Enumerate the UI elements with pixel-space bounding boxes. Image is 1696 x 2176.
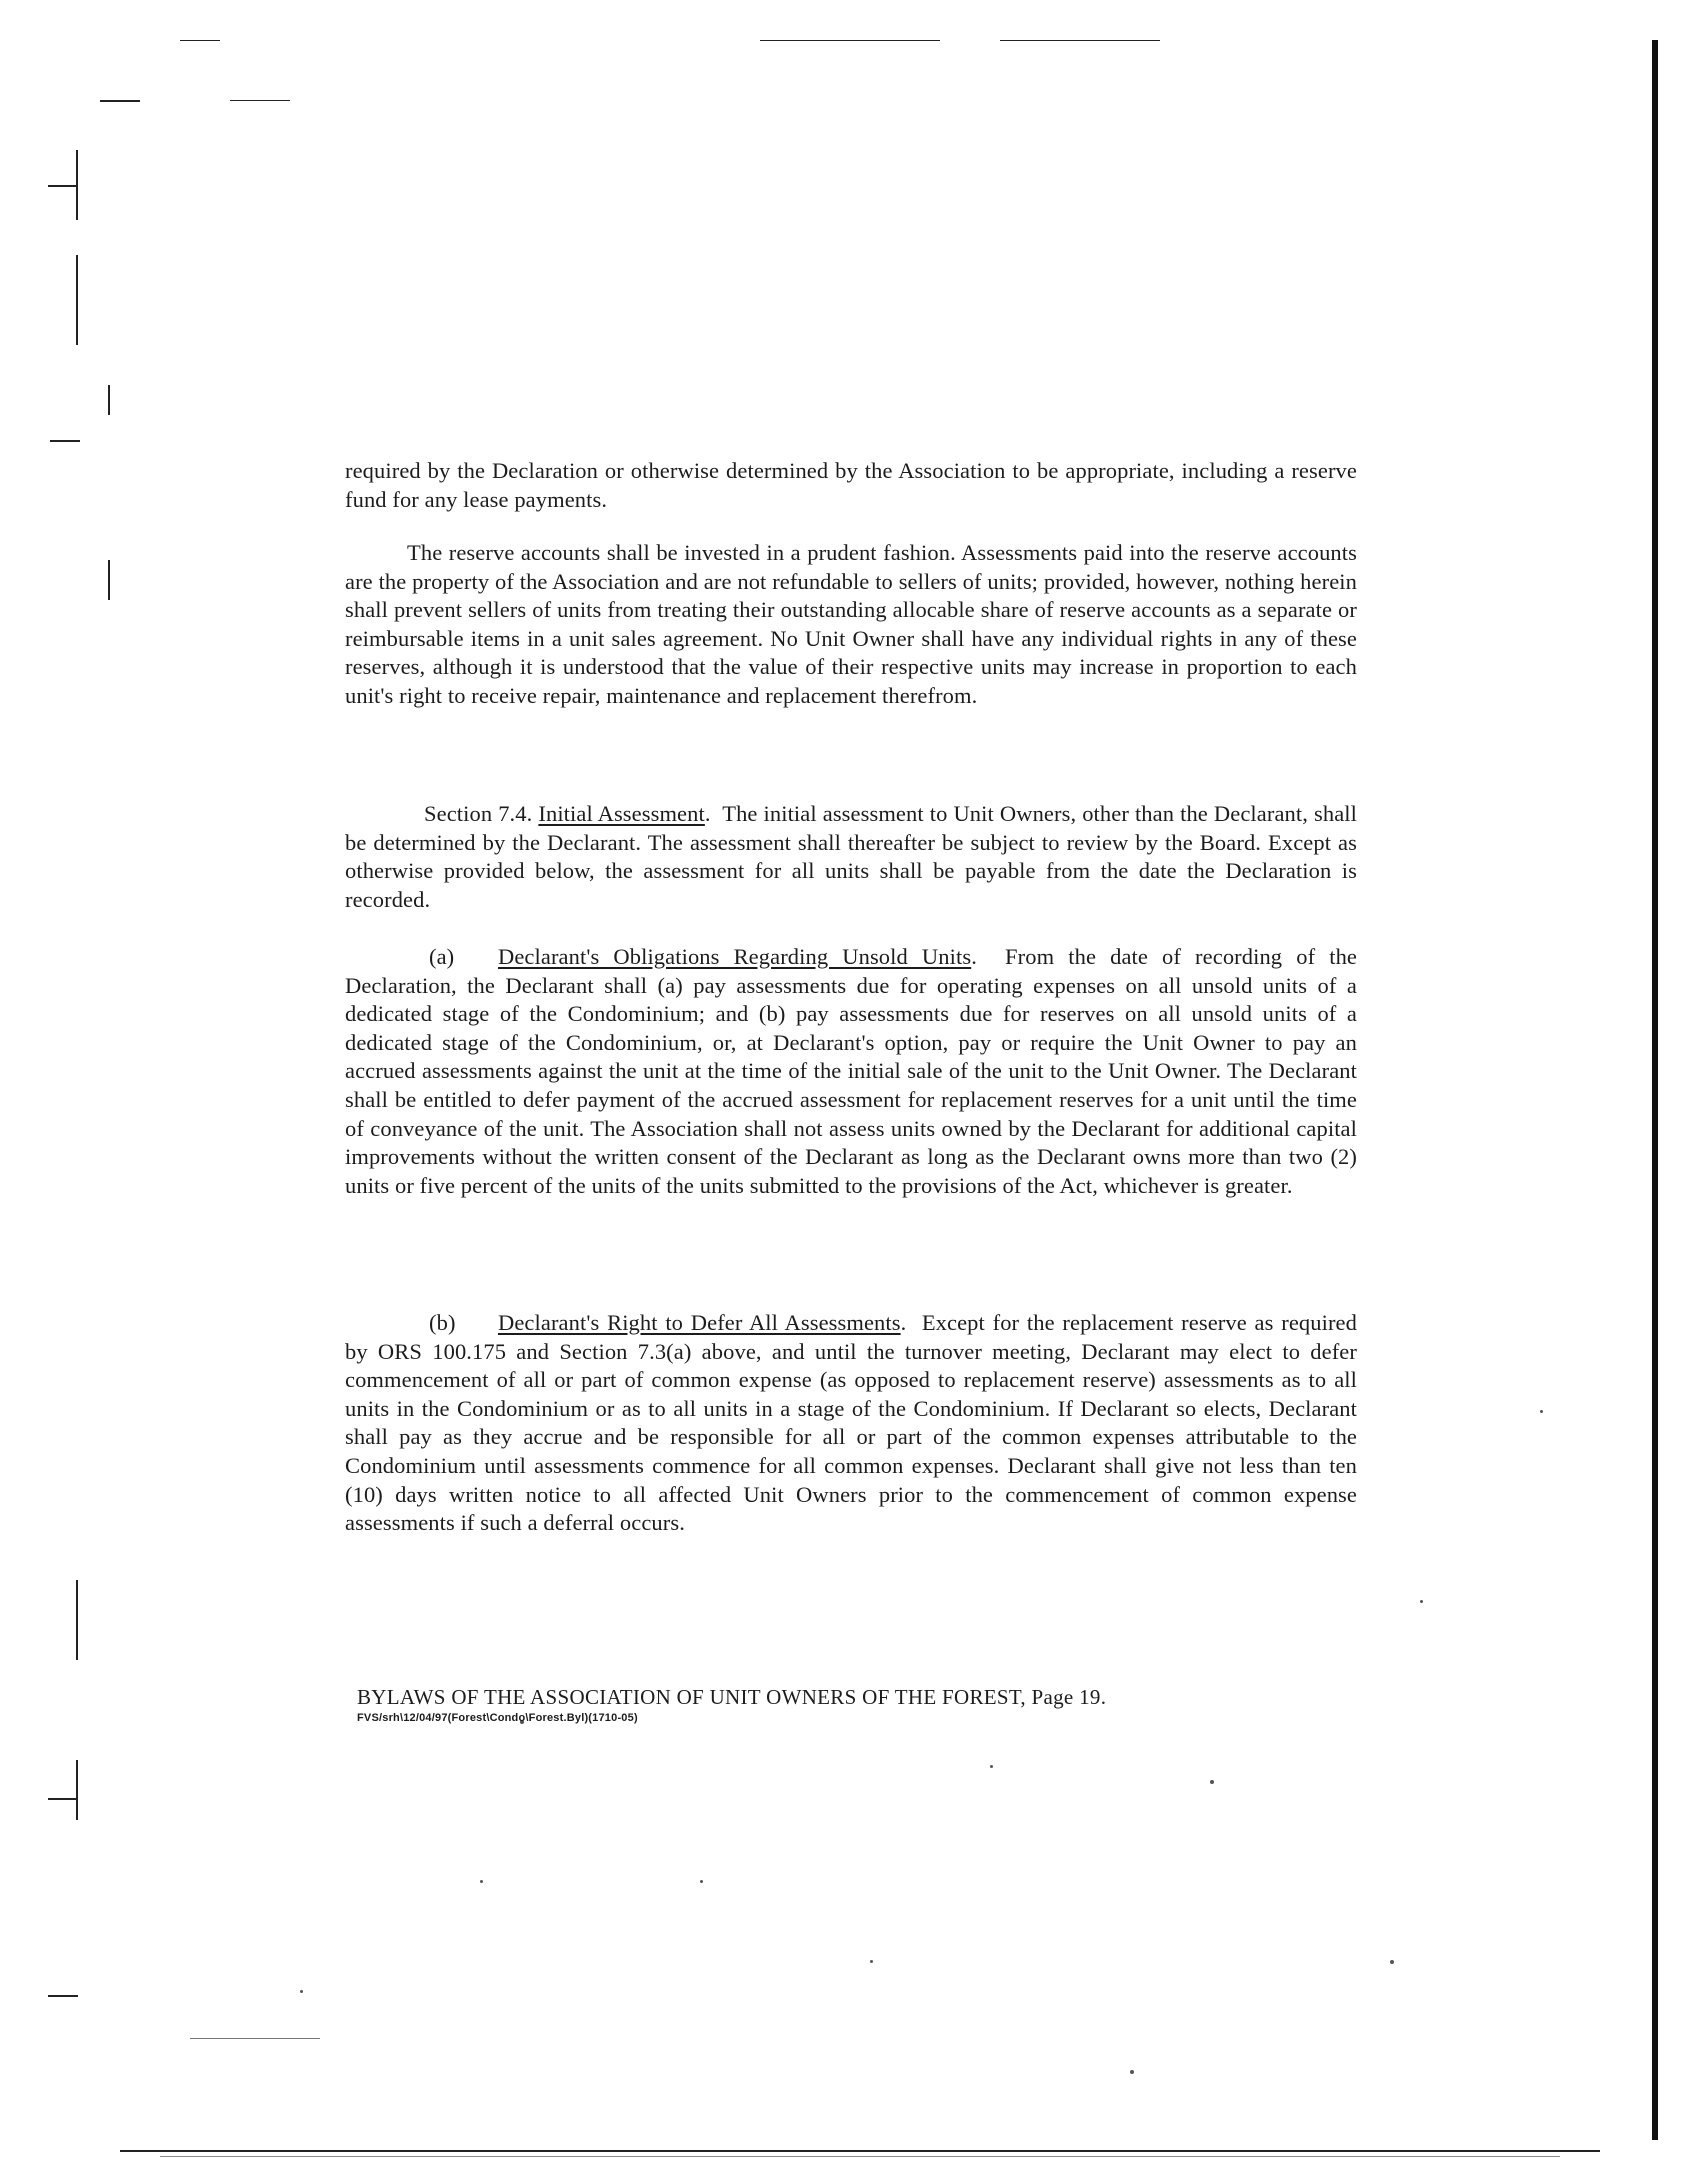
- subsection-text: Except for the replacement reserve as required by ORS 100.175 and Section 7.3(a) above, and until the turnover meeting, Declarant may elect to defer commencement of all or part of common expense (as opposed to replacement reserve) assessments as to all units in the Condominium or as to all units in a stage of the Condominium. If Declarant so elects, Declarant shall pay as they accrue and be responsible for all or part of the common expenses attributable to the Condominium until assessments commence for all common expenses. Declarant shall give not less than ten (10) days written notice to all affected Unit Owners prior to the commencement of common expense assessments if such a deferral occurs.: [345, 1310, 1357, 1536]
- scan-bottom-rule: [190, 2038, 320, 2039]
- subsection-text: From the date of recording of the Declaration, the Declarant shall (a) pay assessments due for operating expenses on all unsold units of a dedicated stage of the Condominium; and (b) pay assessments due for reserves on all unsold units of a dedicated stage of the Condominium, or, at Declarant's option, pay or require the Unit Owner to pay an accrued assessments against the unit at the time of the initial sale of the unit to the Unit Owner. The Declarant shall be entitled to defer payment of the accrued assessment for replacement reserves for a unit until the time of conveyance of the unit. The Association shall not assess units owned by the Declarant for additional capital improvements without the written consent of the Declarant as long as the Declarant owns more than two (2) units or five percent of the units of the units submitted to the provisions of the Act, whichever is greater.: [345, 944, 1358, 1198]
- section-paragraph: Section 7.4. Initial Assessment. The initial assessment to Unit Owners, other than the Declarant, shall be determined by the Declarant. The assessment shall thereafter be subject to review by the Board. Except as otherwise provided below, the assessment for all units shall be payable from the date the Declaration is recorded.: [345, 801, 1357, 912]
- paragraph-reserve-accounts: [345, 539, 1357, 711]
- subsection-label: (a): [429, 944, 455, 969]
- section-heading: Initial Assessment: [538, 801, 705, 826]
- scan-left-margin-mark: [76, 1760, 78, 1820]
- scan-speck: [480, 1880, 483, 1883]
- scan-top-dash: [100, 100, 140, 102]
- paragraph-text: required by the Declaration or otherwise determined by the Association to be appropriate, including a reserve fund for any lease payments.: [345, 458, 1357, 512]
- subsection-heading: Declarant's Obligations Regarding Unsold Units: [498, 944, 972, 969]
- scan-bottom-rule: [120, 2150, 1600, 2152]
- scan-right-edge-bar: [1652, 40, 1658, 2140]
- scan-left-margin-mark: [48, 1995, 78, 1997]
- scan-speck: [1540, 1410, 1543, 1413]
- subsection-heading: Declarant's Right to Defer All Assessments: [498, 1310, 901, 1335]
- scan-speck: [990, 1765, 993, 1768]
- scan-speck: [1420, 1600, 1423, 1603]
- paragraph-continuation: [345, 457, 1357, 514]
- paragraph-text: The reserve accounts shall be invested in a prudent fashion. Assessments paid into the reserve accounts are the property of the Association and are not refundable to sellers of units; provided, however, nothing herein shall prevent sellers of units from treating their outstanding allocable share of reserve accounts as a separate or reimbursable items in a unit sales agreement. No Unit Owner shall have any individual rights in any of these reserves, although it is understood that the value of their respective units may increase in proportion to each unit's right to receive repair, maintenance and replacement therefrom.: [345, 540, 1357, 708]
- footer-file-code: FVS/srh\12/04/97(Forest\Condo\Forest.Byl)(1710-05): [357, 1712, 638, 1724]
- section-7-4: [345, 800, 1357, 914]
- section-text: The initial assessment to Unit Owners, other than the Declarant, shall be determined by the Declarant. The assessment shall thereafter be subject to review by the Board. Except as otherwise provided below, the assessment for all units shall be payable from the date the Declaration is recorded.: [345, 801, 1357, 912]
- section-number: Section 7.4.: [424, 801, 533, 826]
- subsection-paragraph: (a) Declarant's Obligations Regarding Unsold Units. From the date of recording of the Declaration, the Declarant shall (a) pay assessments due for operating expenses on all unsold units of a dedicated stage of the Condominium; and (b) pay assessments due for reserves on all unsold units of a dedicated stage of the Condominium, or, at Declarant's option, pay or require the Unit Owner to pay an accrued assessments against the unit at the time of the initial sale of the unit to the Unit Owner. The Declarant shall be entitled to defer payment of the accrued assessment for replacement reserves for a unit until the time of conveyance of the unit. The Association shall not assess units owned by the Declarant for additional capital improvements without the written consent of the Declarant as long as the Declarant owns more than two (2) units or five percent of the units of the units submitted to the provisions of the Act, whichever is greater.: [345, 944, 1358, 1198]
- scan-left-margin-mark: [108, 560, 110, 600]
- scan-left-margin-mark: [76, 1580, 78, 1660]
- scan-left-margin-mark: [50, 440, 80, 442]
- footer-title: BYLAWS OF THE ASSOCIATION OF UNIT OWNERS OF THE FOREST, Page 19.: [357, 1685, 1107, 1709]
- scan-speck: [300, 1990, 303, 1993]
- subsection-label: (b): [429, 1310, 456, 1335]
- scan-left-margin-mark: [76, 255, 78, 345]
- scan-bottom-rule: [160, 2156, 1560, 2157]
- scan-speck: [700, 1880, 703, 1883]
- scan-top-dash: [1000, 40, 1160, 41]
- scan-top-dash: [760, 40, 940, 41]
- scan-speck: [1390, 1960, 1394, 1964]
- scan-left-margin-mark: [108, 385, 110, 415]
- subsection-paragraph: (b) Declarant's Right to Defer All Assessments. Except for the replacement reserve as required by ORS 100.175 and Section 7.3(a) above, and until the turnover meeting, Declarant may elect to defer commencement of all or part of common expense (as opposed to replacement reserve) assessments as to all units in the Condominium or as to all units in a stage of the Condominium. If Declarant so elects, Declarant shall pay as they accrue and be responsible for all or part of the common expenses attributable to the Condominium until assessments commence for all common expenses. Declarant shall give not less than ten (10) days written notice to all affected Unit Owners prior to the commencement of common expense assessments if such a deferral occurs.: [345, 1310, 1357, 1536]
- scan-top-dash: [180, 40, 220, 41]
- scan-left-margin-mark: [48, 185, 78, 187]
- scan-top-dash: [230, 100, 290, 101]
- scan-speck: [1210, 1780, 1214, 1784]
- scan-speck: [1130, 2070, 1134, 2074]
- subsection-a: [345, 943, 1357, 1200]
- scan-speck: [870, 1960, 873, 1963]
- scan-left-margin-mark: [48, 1798, 78, 1800]
- subsection-b: [345, 1309, 1357, 1538]
